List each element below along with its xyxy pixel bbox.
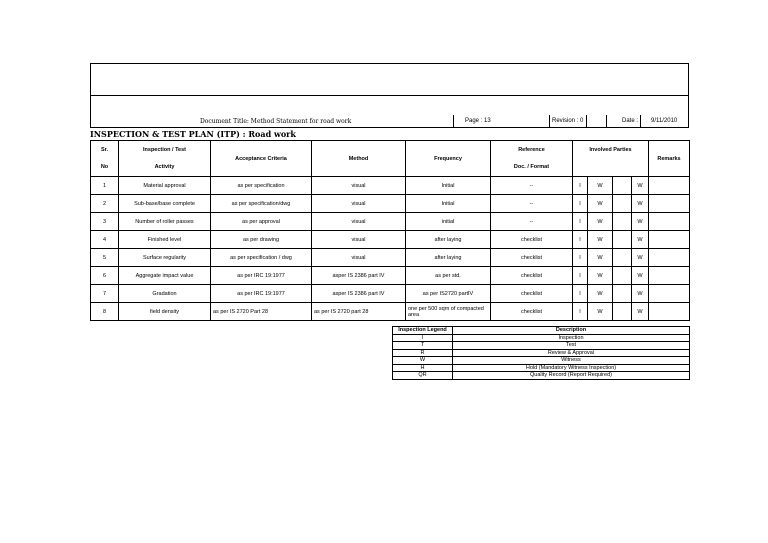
inspection-legend bbox=[392, 326, 690, 380]
date-value: 9/11/2010 bbox=[651, 118, 678, 124]
row-method: visual bbox=[312, 213, 406, 231]
row-party-4: W bbox=[632, 195, 649, 213]
row-party-4: W bbox=[632, 249, 649, 267]
legend-header-desc: Description bbox=[453, 327, 690, 335]
legend-item bbox=[393, 334, 690, 342]
legend-code: R bbox=[393, 349, 453, 357]
header-parties-blank bbox=[573, 159, 649, 177]
row-method: asper IS 2386 part IV bbox=[312, 267, 406, 285]
row-remarks bbox=[649, 303, 690, 321]
row-party-1: I bbox=[573, 249, 588, 267]
row-criteria: as per specification/dwg bbox=[211, 195, 312, 213]
row-party-2: W bbox=[588, 213, 613, 231]
row-activity: Gradation bbox=[119, 285, 211, 303]
table-row bbox=[91, 213, 690, 231]
table-row bbox=[91, 285, 690, 303]
row-reference: -- bbox=[491, 195, 573, 213]
table-row bbox=[91, 303, 690, 321]
row-frequency: after laying bbox=[406, 231, 491, 249]
row-party-2: W bbox=[588, 177, 613, 195]
header-no: No bbox=[91, 159, 119, 177]
legend-code: W bbox=[393, 357, 453, 365]
row-remarks bbox=[649, 213, 690, 231]
divider bbox=[586, 115, 587, 128]
row-party-4: W bbox=[632, 303, 649, 321]
row-reference: checklist bbox=[491, 231, 573, 249]
row-party-3 bbox=[613, 249, 632, 267]
header-criteria: Acceptance Criteria bbox=[211, 141, 312, 177]
legend-header-code: Inspection Legend bbox=[393, 327, 453, 335]
header-method: Method bbox=[312, 141, 406, 177]
row-activity: Aggregate impact value bbox=[119, 267, 211, 285]
row-party-2: W bbox=[588, 303, 613, 321]
row-no: 1 bbox=[91, 177, 119, 195]
row-no: 8 bbox=[91, 303, 119, 321]
divider bbox=[549, 115, 550, 128]
row-party-4: W bbox=[632, 267, 649, 285]
legend-code: QR bbox=[393, 372, 453, 380]
row-party-1: I bbox=[573, 231, 588, 249]
row-party-3 bbox=[613, 267, 632, 285]
itp-table bbox=[90, 140, 690, 321]
row-no: 3 bbox=[91, 213, 119, 231]
header-frequency: Frequency bbox=[406, 141, 491, 177]
row-remarks bbox=[649, 195, 690, 213]
row-criteria: as per drawing bbox=[211, 231, 312, 249]
row-criteria: as per approval bbox=[211, 213, 312, 231]
divider bbox=[640, 115, 641, 128]
row-party-2: W bbox=[588, 267, 613, 285]
header-doc-format: Doc. / Format bbox=[491, 159, 573, 177]
row-party-1: I bbox=[573, 195, 588, 213]
row-party-3 bbox=[613, 213, 632, 231]
document-title: Document Title: Method Statement for road work bbox=[200, 118, 352, 125]
legend-desc: Witness bbox=[453, 357, 690, 365]
row-method: visual bbox=[312, 195, 406, 213]
row-party-3 bbox=[613, 231, 632, 249]
header-reference: Reference bbox=[491, 141, 573, 159]
header-sr: Sr. bbox=[91, 141, 119, 159]
row-party-3 bbox=[613, 285, 632, 303]
row-party-1: I bbox=[573, 177, 588, 195]
row-frequency: as per IS2720 partIV bbox=[406, 285, 491, 303]
row-party-3 bbox=[613, 177, 632, 195]
row-remarks bbox=[649, 249, 690, 267]
document-info-row bbox=[90, 115, 689, 128]
row-method: visual bbox=[312, 177, 406, 195]
row-no: 5 bbox=[91, 249, 119, 267]
row-reference: checklist bbox=[491, 285, 573, 303]
row-party-2: W bbox=[588, 231, 613, 249]
row-criteria: as per IS 2720 Part 28 bbox=[211, 303, 312, 321]
row-party-4: W bbox=[632, 213, 649, 231]
row-party-2: W bbox=[588, 285, 613, 303]
row-no: 6 bbox=[91, 267, 119, 285]
table-row bbox=[91, 177, 690, 195]
row-activity: Finished level bbox=[119, 231, 211, 249]
legend-desc: Inspection bbox=[453, 334, 690, 342]
table-header-row bbox=[91, 141, 690, 159]
row-no: 7 bbox=[91, 285, 119, 303]
row-criteria: as per specification bbox=[211, 177, 312, 195]
row-frequency: after laying bbox=[406, 249, 491, 267]
page-number: Page : 13 bbox=[465, 118, 491, 124]
row-party-1: I bbox=[573, 285, 588, 303]
legend-desc: Review & Approval bbox=[453, 349, 690, 357]
header-divider bbox=[90, 95, 689, 96]
row-party-4: W bbox=[632, 231, 649, 249]
row-remarks bbox=[649, 177, 690, 195]
row-frequency: as per std. bbox=[406, 267, 491, 285]
legend-item bbox=[393, 357, 690, 365]
date-label: Date : bbox=[622, 118, 639, 124]
header-inspection: Inspection / Test bbox=[119, 141, 211, 159]
legend-code: I bbox=[393, 334, 453, 342]
legend-desc: Hold (Mandatory Witness Inspection) bbox=[453, 364, 690, 372]
legend-code: T bbox=[393, 342, 453, 350]
legend-code: H bbox=[393, 364, 453, 372]
table-row bbox=[91, 195, 690, 213]
row-method: visual bbox=[312, 249, 406, 267]
row-party-1: I bbox=[573, 213, 588, 231]
table-row bbox=[91, 231, 690, 249]
row-remarks bbox=[649, 267, 690, 285]
legend-desc: Test bbox=[453, 342, 690, 350]
legend-item bbox=[393, 372, 690, 380]
row-reference: checklist bbox=[491, 303, 573, 321]
legend-item bbox=[393, 342, 690, 350]
row-remarks bbox=[649, 285, 690, 303]
legend-item bbox=[393, 349, 690, 357]
row-party-4: W bbox=[632, 177, 649, 195]
row-reference: checklist bbox=[491, 267, 573, 285]
row-activity: Sub-base/base complete bbox=[119, 195, 211, 213]
row-party-3 bbox=[613, 303, 632, 321]
row-party-3 bbox=[613, 195, 632, 213]
row-no: 4 bbox=[91, 231, 119, 249]
row-party-1: I bbox=[573, 303, 588, 321]
table-row bbox=[91, 249, 690, 267]
table-row bbox=[91, 267, 690, 285]
row-activity: field density bbox=[119, 303, 211, 321]
legend-item bbox=[393, 364, 690, 372]
divider bbox=[453, 115, 454, 128]
header-remarks: Remarks bbox=[649, 141, 690, 177]
row-frequency: Initial bbox=[406, 195, 491, 213]
divider bbox=[606, 115, 607, 128]
row-activity: Material approval bbox=[119, 177, 211, 195]
row-method: asper IS 2386 part IV bbox=[312, 285, 406, 303]
header-parties: Involved Parties bbox=[573, 141, 649, 159]
row-activity: Number of roller passes bbox=[119, 213, 211, 231]
legend-desc: Quality Record (Report Required) bbox=[453, 372, 690, 380]
row-reference: -- bbox=[491, 213, 573, 231]
row-party-2: W bbox=[588, 249, 613, 267]
row-frequency: initial bbox=[406, 213, 491, 231]
legend-header bbox=[393, 327, 690, 335]
row-criteria: as per specification / dwg bbox=[211, 249, 312, 267]
row-activity: Surface regularity bbox=[119, 249, 211, 267]
row-party-2: W bbox=[588, 195, 613, 213]
row-frequency: Initial bbox=[406, 177, 491, 195]
row-reference: checklist bbox=[491, 249, 573, 267]
header-activity: Activity bbox=[119, 159, 211, 177]
row-frequency: one per 500 sqm of compacted area bbox=[406, 303, 491, 321]
row-party-1: I bbox=[573, 267, 588, 285]
row-method: visual bbox=[312, 231, 406, 249]
row-criteria: as per IRC 19:1977 bbox=[211, 267, 312, 285]
row-reference: -- bbox=[491, 177, 573, 195]
row-party-4: W bbox=[632, 285, 649, 303]
row-criteria: as per IRC 19:1977 bbox=[211, 285, 312, 303]
itp-title: INSPECTION & TEST PLAN (ITP) : Road work bbox=[90, 129, 296, 139]
row-method: as per IS 2720 part 28 bbox=[312, 303, 406, 321]
row-remarks bbox=[649, 231, 690, 249]
revision: Revision : 0 bbox=[552, 118, 584, 124]
row-no: 2 bbox=[91, 195, 119, 213]
